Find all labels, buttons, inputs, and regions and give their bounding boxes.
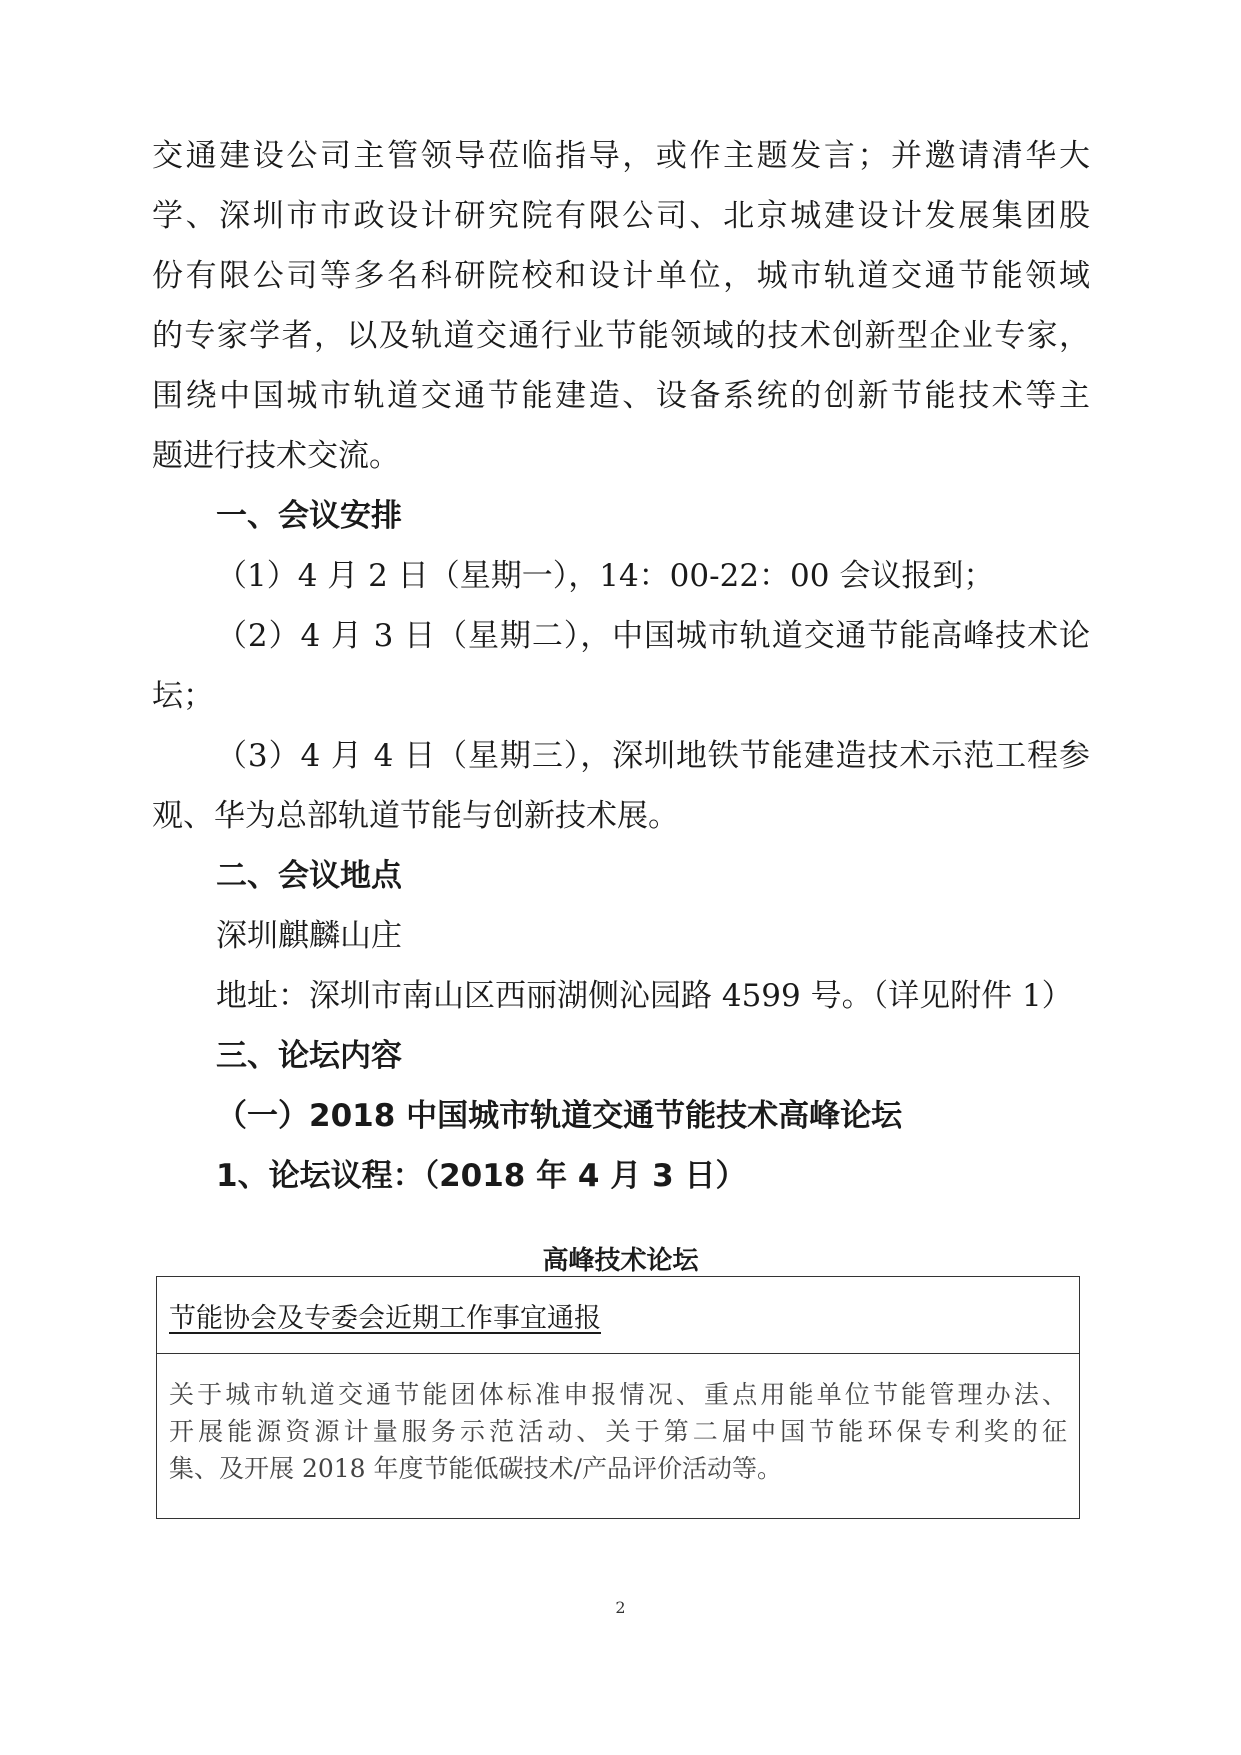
section2-heading: 二、会议地点 (216, 858, 402, 894)
table-body-line-2: 开展能源资源计量服务示范活动、关于第二届中国节能环保专利奖的征 (169, 1417, 1067, 1446)
venue-name: 深圳麒麟山庄 (216, 918, 402, 954)
table-caption: 高峰技术论坛 (542, 1246, 699, 1276)
table-body-cell (157, 1354, 1079, 1487)
schedule-item-2-line-2: 坛； (152, 678, 214, 714)
intro-line-3: 份有限公司等多名科研院校和设计单位，城市轨道交通节能领域 (152, 258, 1090, 294)
venue-address: 地址：深圳市南山区西丽湖侧沁园路 4599 号。（详见附件 1） (216, 978, 1073, 1014)
forum-agenda-heading: 1、论坛议程：（2018 年 4 月 3 日） (216, 1158, 747, 1194)
forum-subheading: （一）2018 中国城市轨道交通节能技术高峰论坛 (216, 1098, 903, 1134)
intro-line-1: 交通建设公司主管领导莅临指导，或作主题发言；并邀请清华大 (152, 138, 1090, 174)
intro-line-2: 学、深圳市市政设计研究院有限公司、北京城建设计发展集团股 (152, 198, 1090, 234)
schedule-item-3-line-2: 观、华为总部轨道节能与创新技术展。 (152, 798, 679, 834)
schedule-item-2-line-1: （2）4 月 3 日（星期二），中国城市轨道交通节能高峰技术论 (216, 618, 1090, 654)
schedule-item-3-line-1: （3）4 月 4 日（星期三），深圳地铁节能建造技术示范工程参 (216, 738, 1090, 774)
section1-heading: 一、会议安排 (216, 498, 402, 534)
table-header-cell (157, 1277, 1079, 1354)
table-body-line-1: 关于城市轨道交通节能团体标准申报情况、重点用能单位节能管理办法、 (169, 1380, 1067, 1409)
schedule-item-1: （1）4 月 2 日（星期一），14：00-22：00 会议报到； (216, 558, 995, 594)
intro-line-4: 的专家学者，以及轨道交通行业节能领域的技术创新型企业专家， (152, 318, 1090, 354)
intro-line-6: 题进行技术交流。 (152, 438, 400, 474)
intro-line-5: 围绕中国城市轨道交通节能建造、设备系统的创新节能技术等主 (152, 378, 1090, 414)
section3-heading: 三、论坛内容 (216, 1038, 402, 1074)
agenda-table (156, 1276, 1080, 1519)
table-header-text: 节能协会及专委会近期工作事宜通报 (169, 1303, 601, 1334)
table-body-line-3: 集、及开展 2018 年度节能低碳技术/产品评价活动等。 (169, 1454, 782, 1483)
page-number: 2 (615, 1598, 626, 1617)
